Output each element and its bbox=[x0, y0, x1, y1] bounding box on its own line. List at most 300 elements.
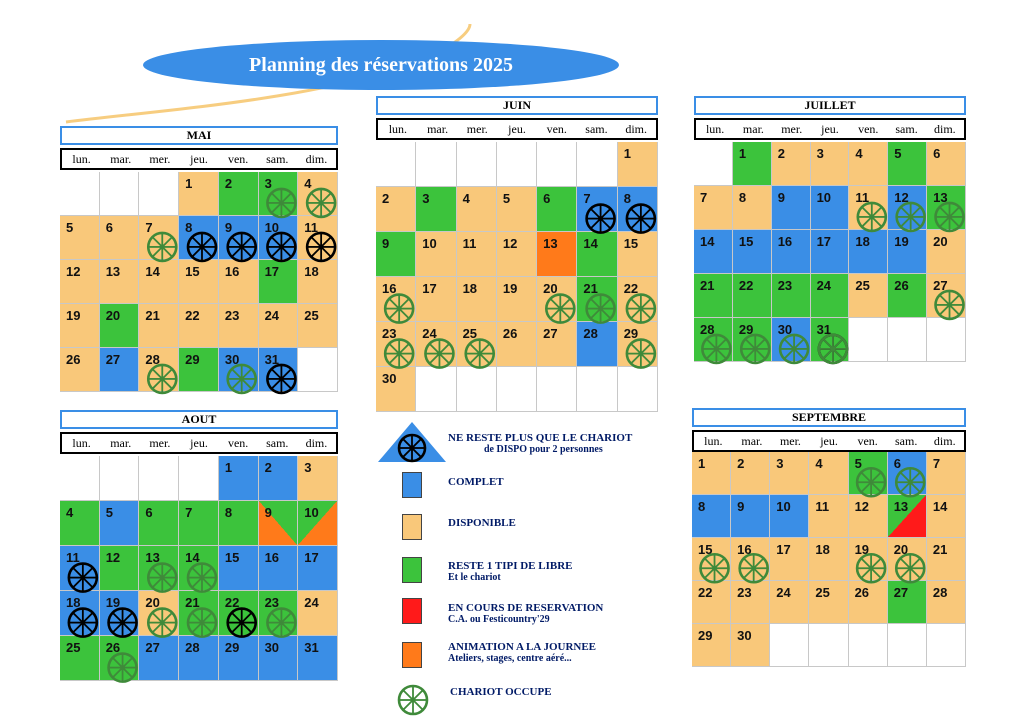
day-cell bbox=[694, 274, 733, 318]
day-cell bbox=[849, 142, 888, 186]
day-number: 25 bbox=[462, 326, 478, 341]
empty-cell bbox=[60, 456, 100, 501]
day-number: 5 bbox=[66, 220, 74, 235]
legend-complet-swatch bbox=[402, 472, 422, 498]
day-cell bbox=[497, 322, 537, 367]
day-cell bbox=[100, 348, 140, 392]
weekday-label: dim. bbox=[305, 152, 328, 166]
weekday-label: ven. bbox=[546, 122, 567, 136]
day-number: 12 bbox=[66, 264, 81, 279]
weekday-label: sam. bbox=[895, 122, 918, 136]
day-cell bbox=[694, 318, 733, 362]
legend-disponible-swatch bbox=[402, 514, 422, 540]
day-number: 28 bbox=[185, 640, 200, 655]
day-cell bbox=[927, 581, 966, 624]
month-grid bbox=[694, 142, 966, 362]
legend-wheel-black-icon bbox=[399, 435, 425, 461]
empty-cell bbox=[809, 624, 848, 667]
day-cell bbox=[139, 591, 179, 636]
day-cell bbox=[618, 277, 658, 322]
legend-reservation-swatch bbox=[402, 598, 422, 624]
day-cell bbox=[733, 274, 772, 318]
day-cell bbox=[927, 274, 966, 318]
day-number: 15 bbox=[738, 234, 754, 249]
day-number: 26 bbox=[502, 326, 518, 341]
day-cell bbox=[811, 274, 850, 318]
day-cell bbox=[497, 187, 537, 232]
day-number: 26 bbox=[105, 640, 121, 655]
empty-cell bbox=[537, 367, 577, 412]
day-cell bbox=[731, 624, 770, 667]
day-number: 22 bbox=[185, 308, 200, 323]
day-cell bbox=[416, 232, 456, 277]
day-cell bbox=[100, 591, 140, 636]
day-number: 29 bbox=[738, 322, 754, 337]
day-cell bbox=[139, 216, 179, 260]
day-cell bbox=[770, 581, 809, 624]
day-cell bbox=[139, 636, 179, 681]
day-cell bbox=[139, 348, 179, 392]
day-number: 20 bbox=[105, 308, 121, 323]
weekday-label: mer. bbox=[466, 122, 488, 136]
day-number: 3 bbox=[776, 456, 784, 471]
legend-tipi: RESTE 1 TIPI DE LIBRE Et le chariot bbox=[448, 560, 573, 583]
day-number: 22 bbox=[738, 278, 754, 293]
day-number: 14 bbox=[932, 499, 948, 514]
day-number: 7 bbox=[583, 191, 591, 206]
empty-cell bbox=[139, 172, 179, 216]
weekday-label: mar. bbox=[427, 122, 449, 136]
day-cell bbox=[219, 304, 259, 348]
empty-cell bbox=[537, 142, 577, 187]
day-number: 1 bbox=[224, 460, 233, 475]
day-number: 20 bbox=[543, 281, 558, 296]
legend-chariot-dispo: NE RESTE PLUS QUE LE CHARIOT de DISPO pour 2 personnes bbox=[448, 432, 633, 455]
day-number: 14 bbox=[583, 236, 598, 251]
day-cell bbox=[618, 232, 658, 277]
day-number: 20 bbox=[893, 542, 909, 557]
day-cell bbox=[100, 636, 140, 681]
empty-cell bbox=[416, 142, 456, 187]
day-cell bbox=[298, 501, 338, 546]
day-cell bbox=[219, 348, 259, 392]
day-cell bbox=[772, 274, 811, 318]
day-number: 12 bbox=[854, 499, 870, 514]
day-number: 27 bbox=[893, 585, 909, 600]
empty-cell bbox=[457, 367, 497, 412]
empty-cell bbox=[577, 367, 617, 412]
day-cell bbox=[179, 172, 219, 216]
weekday-label: mer. bbox=[149, 436, 171, 450]
day-number: 6 bbox=[105, 220, 113, 235]
weekday-header bbox=[694, 118, 966, 140]
weekday-label: mar. bbox=[742, 122, 764, 136]
day-cell bbox=[376, 322, 416, 367]
page-title: Planning des réservations 2025 bbox=[249, 53, 513, 76]
day-cell bbox=[259, 501, 299, 546]
day-number: 7 bbox=[145, 220, 153, 235]
day-number: 7 bbox=[185, 505, 193, 520]
day-number: 6 bbox=[893, 456, 901, 471]
day-number: 26 bbox=[66, 352, 81, 367]
day-number: 10 bbox=[422, 236, 437, 251]
day-cell bbox=[179, 216, 219, 260]
weekday-label: dim. bbox=[625, 122, 647, 136]
day-cell bbox=[809, 581, 848, 624]
day-cell bbox=[772, 230, 811, 274]
day-cell bbox=[259, 216, 299, 260]
day-number: 16 bbox=[382, 281, 397, 296]
day-number: 21 bbox=[700, 278, 715, 293]
day-number: 2 bbox=[382, 191, 390, 206]
empty-cell bbox=[60, 172, 100, 216]
empty-cell bbox=[497, 142, 537, 187]
weekday-label: jeu. bbox=[508, 122, 526, 136]
day-cell bbox=[618, 142, 658, 187]
day-number: 20 bbox=[145, 595, 160, 610]
empty-cell bbox=[888, 624, 927, 667]
day-number: 2 bbox=[777, 146, 785, 161]
day-number: 19 bbox=[854, 542, 870, 557]
day-number: 2 bbox=[737, 456, 745, 471]
weekday-label: mar. bbox=[110, 436, 132, 450]
day-number: 25 bbox=[855, 278, 870, 293]
day-number: 6 bbox=[145, 505, 153, 520]
empty-cell bbox=[139, 456, 179, 501]
day-cell bbox=[179, 501, 219, 546]
day-cell bbox=[849, 274, 888, 318]
day-cell bbox=[731, 452, 770, 495]
day-number: 24 bbox=[422, 326, 437, 341]
weekday-label: ven. bbox=[857, 434, 878, 448]
month-title: MAI bbox=[60, 126, 338, 145]
day-number: 31 bbox=[264, 352, 280, 367]
day-cell bbox=[772, 186, 811, 230]
day-cell bbox=[219, 501, 259, 546]
weekday-label: lun. bbox=[72, 152, 91, 166]
weekday-label: ven. bbox=[227, 436, 249, 450]
day-number: 21 bbox=[583, 281, 598, 296]
day-number: 20 bbox=[933, 234, 948, 249]
day-number: 29 bbox=[224, 640, 240, 655]
day-number: 24 bbox=[304, 595, 319, 610]
empty-cell bbox=[497, 367, 537, 412]
day-number: 28 bbox=[583, 326, 598, 341]
weekday-label: jeu. bbox=[190, 436, 208, 450]
day-number: 26 bbox=[854, 585, 870, 600]
day-number: 16 bbox=[737, 542, 752, 557]
day-cell bbox=[100, 546, 140, 591]
weekday-label: ven. bbox=[227, 152, 249, 166]
day-number: 11 bbox=[815, 499, 830, 514]
empty-cell bbox=[618, 367, 658, 412]
day-cell bbox=[733, 186, 772, 230]
legend-wheel-green-icon bbox=[396, 683, 430, 717]
day-number: 11 bbox=[462, 236, 477, 251]
day-number: 29 bbox=[698, 628, 713, 643]
day-number: 27 bbox=[933, 278, 948, 293]
day-cell bbox=[497, 277, 537, 322]
day-number: 10 bbox=[304, 505, 319, 520]
weekday-label: sam. bbox=[585, 122, 608, 136]
day-cell bbox=[849, 581, 888, 624]
day-number: 31 bbox=[304, 640, 319, 655]
day-cell bbox=[457, 322, 497, 367]
day-cell bbox=[927, 538, 966, 581]
day-cell bbox=[809, 538, 848, 581]
day-number: 16 bbox=[777, 234, 793, 249]
day-cell bbox=[849, 452, 888, 495]
day-number: 24 bbox=[264, 308, 280, 323]
legend-triangle-icon bbox=[376, 420, 448, 464]
day-cell bbox=[733, 230, 772, 274]
day-cell bbox=[100, 501, 140, 546]
day-number: 12 bbox=[105, 550, 121, 565]
day-cell bbox=[692, 452, 731, 495]
day-cell bbox=[298, 260, 338, 304]
day-number: 19 bbox=[894, 234, 909, 249]
day-cell bbox=[100, 216, 140, 260]
day-number: 19 bbox=[502, 281, 518, 296]
day-cell bbox=[927, 230, 966, 274]
day-number: 28 bbox=[700, 322, 715, 337]
weekday-label: dim. bbox=[933, 122, 956, 136]
day-cell bbox=[259, 456, 299, 501]
day-number: 16 bbox=[224, 264, 240, 279]
day-number: 4 bbox=[66, 505, 74, 520]
month-grid bbox=[60, 456, 338, 681]
day-cell bbox=[692, 538, 731, 581]
day-cell bbox=[888, 495, 927, 538]
day-cell bbox=[219, 456, 259, 501]
day-number: 3 bbox=[816, 146, 824, 161]
weekday-label: jeu. bbox=[821, 122, 839, 136]
day-number: 17 bbox=[776, 542, 791, 557]
day-cell bbox=[139, 501, 179, 546]
day-cell bbox=[577, 322, 617, 367]
day-cell bbox=[731, 495, 770, 538]
day-cell bbox=[927, 452, 966, 495]
day-number: 13 bbox=[543, 236, 558, 251]
day-number: 12 bbox=[894, 190, 909, 205]
day-cell bbox=[416, 322, 456, 367]
day-cell bbox=[772, 142, 811, 186]
day-cell bbox=[811, 318, 850, 362]
weekday-label: ven. bbox=[858, 122, 879, 136]
day-number: 1 bbox=[185, 176, 193, 191]
empty-cell bbox=[376, 142, 416, 187]
day-cell bbox=[770, 538, 809, 581]
day-number: 30 bbox=[224, 352, 240, 367]
day-cell bbox=[259, 172, 299, 216]
day-cell bbox=[259, 348, 299, 392]
day-cell bbox=[457, 232, 497, 277]
day-number: 25 bbox=[304, 308, 319, 323]
day-cell bbox=[849, 538, 888, 581]
day-number: 3 bbox=[422, 191, 430, 206]
weekday-label: mer. bbox=[149, 152, 171, 166]
day-number: 18 bbox=[66, 595, 81, 610]
day-cell bbox=[139, 546, 179, 591]
day-number: 30 bbox=[264, 640, 280, 655]
weekday-label: mer. bbox=[781, 122, 803, 136]
day-number: 10 bbox=[264, 220, 280, 235]
day-cell bbox=[888, 452, 927, 495]
day-number: 30 bbox=[737, 628, 752, 643]
weekday-label: sam. bbox=[895, 434, 918, 448]
day-cell bbox=[692, 624, 731, 667]
day-cell bbox=[811, 186, 850, 230]
day-cell bbox=[618, 322, 658, 367]
day-cell bbox=[809, 452, 848, 495]
day-cell bbox=[733, 318, 772, 362]
day-cell bbox=[577, 277, 617, 322]
day-cell bbox=[537, 277, 577, 322]
day-number: 12 bbox=[502, 236, 518, 251]
weekday-label: mer. bbox=[779, 434, 801, 448]
day-cell bbox=[416, 187, 456, 232]
day-number: 4 bbox=[815, 456, 823, 471]
day-number: 6 bbox=[543, 191, 551, 206]
day-number: 21 bbox=[185, 595, 200, 610]
day-cell bbox=[849, 186, 888, 230]
empty-cell bbox=[100, 456, 140, 501]
day-number: 18 bbox=[855, 234, 870, 249]
empty-cell bbox=[577, 142, 617, 187]
day-cell bbox=[219, 260, 259, 304]
day-number: 29 bbox=[623, 326, 639, 341]
day-number: 15 bbox=[698, 542, 713, 557]
weekday-label: lun. bbox=[388, 122, 408, 136]
day-cell bbox=[497, 232, 537, 277]
empty-cell bbox=[849, 624, 888, 667]
day-cell bbox=[259, 304, 299, 348]
weekday-label: lun. bbox=[705, 122, 725, 136]
weekday-label: mar. bbox=[741, 434, 763, 448]
day-number: 17 bbox=[304, 550, 319, 565]
month-grid bbox=[376, 142, 658, 412]
day-cell bbox=[849, 495, 888, 538]
day-cell bbox=[577, 187, 617, 232]
day-cell bbox=[888, 186, 927, 230]
day-cell bbox=[927, 495, 966, 538]
day-number: 23 bbox=[382, 326, 397, 341]
day-number: 18 bbox=[462, 281, 478, 296]
day-cell bbox=[849, 230, 888, 274]
day-number: 13 bbox=[105, 264, 121, 279]
day-cell bbox=[376, 367, 416, 412]
day-number: 23 bbox=[264, 595, 280, 610]
month-title: SEPTEMBRE bbox=[692, 408, 966, 427]
day-cell bbox=[457, 277, 497, 322]
day-cell bbox=[100, 260, 140, 304]
day-cell bbox=[219, 591, 259, 636]
day-cell bbox=[376, 232, 416, 277]
day-cell bbox=[60, 216, 100, 260]
day-number: 19 bbox=[66, 308, 81, 323]
day-cell bbox=[219, 172, 259, 216]
day-number: 2 bbox=[224, 176, 233, 191]
day-cell bbox=[809, 495, 848, 538]
day-number: 3 bbox=[264, 176, 272, 191]
day-cell bbox=[298, 591, 338, 636]
weekday-header bbox=[60, 148, 338, 170]
day-number: 9 bbox=[264, 505, 272, 520]
day-cell bbox=[811, 142, 850, 186]
day-number: 25 bbox=[815, 585, 830, 600]
day-cell bbox=[298, 304, 338, 348]
day-cell bbox=[888, 538, 927, 581]
day-cell bbox=[219, 546, 259, 591]
legend-reservation: EN COURS DE RESERVATION C.A. ou Festicountry'29 bbox=[448, 602, 604, 625]
weekday-label: lun. bbox=[704, 434, 723, 448]
day-number: 16 bbox=[264, 550, 280, 565]
day-number: 11 bbox=[855, 190, 870, 205]
day-cell bbox=[259, 636, 299, 681]
day-cell bbox=[694, 186, 733, 230]
day-cell bbox=[179, 260, 219, 304]
day-cell bbox=[731, 581, 770, 624]
day-number: 8 bbox=[185, 220, 193, 235]
day-cell bbox=[179, 304, 219, 348]
day-number: 1 bbox=[623, 146, 631, 161]
empty-cell bbox=[179, 456, 219, 501]
day-number: 22 bbox=[698, 585, 713, 600]
day-cell bbox=[772, 318, 811, 362]
day-number: 22 bbox=[623, 281, 639, 296]
weekday-header bbox=[60, 432, 338, 454]
day-cell bbox=[298, 216, 338, 260]
day-number: 4 bbox=[304, 176, 312, 191]
day-number: 27 bbox=[105, 352, 121, 367]
day-cell bbox=[179, 348, 219, 392]
day-number: 1 bbox=[738, 146, 747, 161]
day-cell bbox=[60, 348, 100, 392]
day-cell bbox=[888, 142, 927, 186]
day-number: 13 bbox=[145, 550, 160, 565]
day-cell bbox=[537, 322, 577, 367]
day-cell bbox=[416, 277, 456, 322]
empty-cell bbox=[888, 318, 927, 362]
month-title: AOUT bbox=[60, 410, 338, 429]
day-number: 14 bbox=[700, 234, 715, 249]
day-cell bbox=[60, 591, 100, 636]
day-cell bbox=[376, 187, 416, 232]
weekday-header bbox=[692, 430, 966, 452]
day-number: 8 bbox=[623, 191, 631, 206]
day-number: 5 bbox=[502, 191, 511, 206]
day-cell bbox=[298, 456, 338, 501]
day-cell bbox=[927, 186, 966, 230]
day-cell bbox=[298, 636, 338, 681]
weekday-label: lun. bbox=[72, 436, 91, 450]
weekday-label: sam. bbox=[266, 436, 289, 450]
day-number: 13 bbox=[893, 499, 909, 514]
day-number: 23 bbox=[224, 308, 240, 323]
day-number: 8 bbox=[224, 505, 233, 520]
day-number: 9 bbox=[382, 236, 390, 251]
day-cell bbox=[60, 260, 100, 304]
day-number: 17 bbox=[422, 281, 437, 296]
day-cell bbox=[298, 172, 338, 216]
empty-cell bbox=[457, 142, 497, 187]
day-number: 2 bbox=[264, 460, 272, 475]
day-cell bbox=[692, 495, 731, 538]
legend-chariot-occupe: CHARIOT OCCUPE bbox=[450, 686, 552, 698]
day-number: 9 bbox=[737, 499, 745, 514]
day-number: 9 bbox=[224, 220, 233, 235]
day-number: 5 bbox=[894, 146, 902, 161]
